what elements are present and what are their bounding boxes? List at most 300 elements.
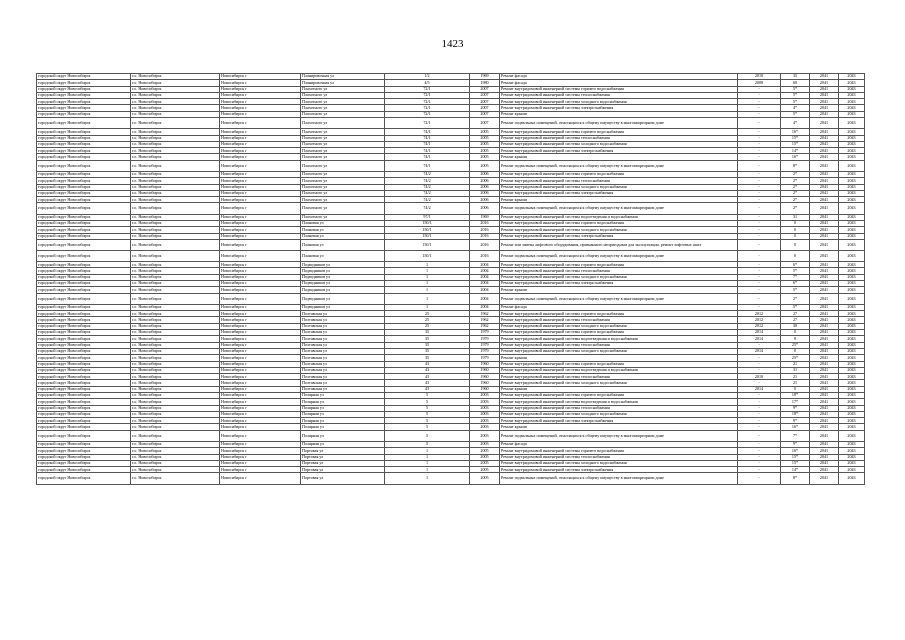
municipality-cell: городской округ Новосибирск xyxy=(37,323,131,329)
table-row xyxy=(37,430,865,441)
last-repair-year-cell: - xyxy=(738,250,781,261)
municipality-cell: городской округ Новосибирск xyxy=(37,250,131,261)
wear-percent-cell: 9* xyxy=(781,441,810,447)
street-cell: Плахотного ул xyxy=(301,148,385,154)
plan-start-cell: 2041 xyxy=(810,220,839,226)
plan-end-cell: 2043 xyxy=(839,361,865,367)
wear-percent-cell: 17* xyxy=(781,399,810,405)
municipality-cell: городской округ Новосибирск xyxy=(37,148,131,154)
work-type-cell: Ремонт внутридомовой инженерной системы горячего водоснабжения xyxy=(500,220,738,226)
last-repair-year-cell: - xyxy=(738,220,781,226)
street-cell: Подводников ул xyxy=(301,262,385,268)
street-cell: Плахотного ул xyxy=(301,86,385,92)
work-type-cell: Ремонт внутридомовой инженерной системы теплоснабжения xyxy=(500,92,738,98)
street-cell: Плахотного ул xyxy=(301,214,385,220)
municipality-cell: городской округ Новосибирск xyxy=(37,317,131,323)
district-cell: г.о. Новосибирск xyxy=(131,393,220,399)
year-built-cell: 2016 xyxy=(470,250,500,261)
plan-start-cell: 2041 xyxy=(810,342,839,348)
last-repair-year-cell: 2014 xyxy=(738,386,781,392)
city-cell: Новосибирск г xyxy=(220,311,301,317)
year-built-cell: 1979 xyxy=(470,348,500,354)
work-type-cell: Ремонт крыши xyxy=(500,154,738,160)
wear-percent-cell: 31 xyxy=(781,214,810,220)
plan-end-cell: 2043 xyxy=(839,374,865,380)
wear-percent-cell: 2* xyxy=(781,203,810,214)
wear-percent-cell: 21 xyxy=(781,374,810,380)
house-cell: 43 xyxy=(385,361,470,367)
plan-start-cell: 2041 xyxy=(810,203,839,214)
plan-start-cell: 2041 xyxy=(810,105,839,111)
district-cell: г.о. Новосибирск xyxy=(131,367,220,373)
city-cell: Новосибирск г xyxy=(220,454,301,460)
plan-start-cell: 2041 xyxy=(810,233,839,239)
city-cell: Новосибирск г xyxy=(220,203,301,214)
municipality-cell: городской округ Новосибирск xyxy=(37,129,131,135)
wear-percent-cell: 31 xyxy=(781,367,810,373)
plan-start-cell: 2041 xyxy=(810,135,839,141)
work-type-cell: Ремонт внутридомовой инженерной системы горячего водоснабжения xyxy=(500,129,738,135)
house-cell: 74/2 xyxy=(385,197,470,203)
work-type-cell: Ремонт внутридомовой инженерной системы горячего водоснабжения xyxy=(500,361,738,367)
year-built-cell: 2005 xyxy=(470,141,500,147)
house-cell: 35 xyxy=(385,348,470,354)
plan-end-cell: 2043 xyxy=(839,184,865,190)
municipality-cell: городской округ Новосибирск xyxy=(37,233,131,239)
year-built-cell: 1979 xyxy=(470,342,500,348)
municipality-cell: городской округ Новосибирск xyxy=(37,441,131,447)
wear-percent-cell: 7* xyxy=(781,430,810,441)
work-type-cell: Ремонт внутридомовой инженерной системы теплоснабжения xyxy=(500,342,738,348)
plan-end-cell: 2043 xyxy=(839,171,865,177)
year-built-cell: 1979 xyxy=(470,336,500,342)
plan-start-cell: 2041 xyxy=(810,148,839,154)
year-built-cell: 2016 xyxy=(470,220,500,226)
last-repair-year-cell: - xyxy=(738,227,781,233)
last-repair-year-cell: - xyxy=(738,405,781,411)
last-repair-year-cell: - xyxy=(738,467,781,473)
plan-end-cell: 2043 xyxy=(839,281,865,287)
year-built-cell: 2007 xyxy=(470,118,500,129)
plan-start-cell: 2041 xyxy=(810,367,839,373)
city-cell: Новосибирск г xyxy=(220,178,301,184)
municipality-cell: городской округ Новосибирск xyxy=(37,411,131,417)
last-repair-year-cell: - xyxy=(738,441,781,447)
house-cell: 74/1 xyxy=(385,148,470,154)
district-cell: г.о. Новосибирск xyxy=(131,473,220,484)
year-built-cell: 2016 xyxy=(470,233,500,239)
municipality-cell: городской округ Новосибирск xyxy=(37,274,131,280)
wear-percent-cell: 14* xyxy=(781,467,810,473)
plan-end-cell: 2043 xyxy=(839,141,865,147)
municipality-cell: городской округ Новосибирск xyxy=(37,262,131,268)
last-repair-year-cell: - xyxy=(738,184,781,190)
wear-percent-cell: 2* xyxy=(781,293,810,304)
year-built-cell: 1962 xyxy=(470,317,500,323)
wear-percent-cell: 2* xyxy=(781,171,810,177)
last-repair-year-cell: - xyxy=(738,448,781,454)
plan-end-cell: 2043 xyxy=(839,405,865,411)
district-cell: г.о. Новосибирск xyxy=(131,460,220,466)
city-cell: Новосибирск г xyxy=(220,361,301,367)
work-type-cell: Ремонт внутридомовой инженерной системы теплоснабжения xyxy=(500,178,738,184)
city-cell: Новосибирск г xyxy=(220,448,301,454)
city-cell: Новосибирск г xyxy=(220,105,301,111)
year-built-cell: 2004 xyxy=(470,304,500,310)
work-type-cell: Ремонт внутридомовой инженерной системы горячего водоснабжения xyxy=(500,448,738,454)
work-type-cell: Ремонт или замена лифтового оборудования, признанного непригодным для эксплуатации, ремонт лифтовых шахт xyxy=(500,239,738,250)
work-type-cell: Ремонт фасада xyxy=(500,74,738,80)
house-cell: 35 xyxy=(385,342,470,348)
house-cell: 1 xyxy=(385,448,470,454)
municipality-cell: городской округ Новосибирск xyxy=(37,178,131,184)
wear-percent-cell: 6* xyxy=(781,281,810,287)
district-cell: г.о. Новосибирск xyxy=(131,281,220,287)
plan-end-cell: 2043 xyxy=(839,448,865,454)
plan-start-cell: 2041 xyxy=(810,336,839,342)
plan-end-cell: 2043 xyxy=(839,220,865,226)
house-cell: 25 xyxy=(385,317,470,323)
house-cell: 35 xyxy=(385,336,470,342)
house-cell: 150/1 xyxy=(385,220,470,226)
work-type-cell: Ремонт подвальных помещений, относящихся к общему имуществу в многоквартирном доме xyxy=(500,250,738,261)
last-repair-year-cell: - xyxy=(738,214,781,220)
plan-start-cell: 2041 xyxy=(810,386,839,392)
street-cell: Подводников ул xyxy=(301,281,385,287)
city-cell: Новосибирск г xyxy=(220,293,301,304)
street-cell: Плахотного ул xyxy=(301,171,385,177)
city-cell: Новосибирск г xyxy=(220,111,301,117)
district-cell: г.о. Новосибирск xyxy=(131,86,220,92)
work-type-cell: Ремонт внутридомовой инженерной системы электроснабжения xyxy=(500,281,738,287)
work-type-cell: Ремонт внутридомовой инженерной системы водоотведения и водоснабжения xyxy=(500,367,738,373)
city-cell: Новосибирск г xyxy=(220,86,301,92)
municipality-cell: городской округ Новосибирск xyxy=(37,74,131,80)
last-repair-year-cell: - xyxy=(738,99,781,105)
municipality-cell: городской округ Новосибирск xyxy=(37,214,131,220)
plan-end-cell: 2043 xyxy=(839,135,865,141)
wear-percent-cell: 2* xyxy=(781,178,810,184)
work-type-cell: Ремонт внутридомовой инженерной системы горячего водоснабжения xyxy=(500,171,738,177)
last-repair-year-cell: 2014 xyxy=(738,330,781,336)
district-cell: г.о. Новосибирск xyxy=(131,118,220,129)
district-cell: г.о. Новосибирск xyxy=(131,148,220,154)
year-built-cell: 1979 xyxy=(470,330,500,336)
plan-end-cell: 2043 xyxy=(839,190,865,196)
last-repair-year-cell: - xyxy=(738,274,781,280)
work-type-cell: Ремонт внутридомовой инженерной системы горячего водоснабжения xyxy=(500,393,738,399)
municipality-cell: городской округ Новосибирск xyxy=(37,160,131,171)
plan-end-cell: 2043 xyxy=(839,430,865,441)
work-type-cell: Ремонт внутридомовой инженерной системы холодного водоснабжения xyxy=(500,348,738,354)
plan-start-cell: 2041 xyxy=(810,393,839,399)
year-built-cell: 2005 xyxy=(470,473,500,484)
city-cell: Новосибирск г xyxy=(220,233,301,239)
city-cell: Новосибирск г xyxy=(220,399,301,405)
house-cell: 74/2 xyxy=(385,190,470,196)
plan-end-cell: 2043 xyxy=(839,129,865,135)
plan-start-cell: 2041 xyxy=(810,374,839,380)
plan-start-cell: 2041 xyxy=(810,355,839,361)
wear-percent-cell: 4* xyxy=(781,105,810,111)
house-cell: 35 xyxy=(385,355,470,361)
municipality-cell: городской округ Новосибирск xyxy=(37,454,131,460)
plan-end-cell: 2043 xyxy=(839,160,865,171)
wear-percent-cell: 5* xyxy=(781,92,810,98)
house-cell: 5 xyxy=(385,405,470,411)
last-repair-year-cell: - xyxy=(738,135,781,141)
city-cell: Новосибирск г xyxy=(220,393,301,399)
city-cell: Новосибирск г xyxy=(220,330,301,336)
wear-percent-cell: 5* xyxy=(781,268,810,274)
street-cell: Подводников ул xyxy=(301,268,385,274)
district-cell: г.о. Новосибирск xyxy=(131,262,220,268)
year-built-cell: 1960 xyxy=(470,380,500,386)
work-type-cell: Ремонт внутридомовой инженерной системы холодного водоснабжения xyxy=(500,141,738,147)
city-cell: Новосибирск г xyxy=(220,118,301,129)
house-cell: 43 xyxy=(385,386,470,392)
wear-percent-cell: 8* xyxy=(781,160,810,171)
year-built-cell: 2016 xyxy=(470,227,500,233)
plan-start-cell: 2041 xyxy=(810,304,839,310)
street-cell: Планировочная ул xyxy=(301,74,385,80)
plan-end-cell: 2043 xyxy=(839,118,865,129)
plan-end-cell: 2043 xyxy=(839,367,865,373)
plan-start-cell: 2041 xyxy=(810,405,839,411)
city-cell: Новосибирск г xyxy=(220,430,301,441)
last-repair-year-cell: - xyxy=(738,203,781,214)
street-cell: Полярная ул xyxy=(301,399,385,405)
year-built-cell: 2005 xyxy=(470,148,500,154)
last-repair-year-cell: - xyxy=(738,92,781,98)
wear-percent-cell: 21 xyxy=(781,380,810,386)
house-cell: 1 xyxy=(385,262,470,268)
street-cell: Полтавская ул xyxy=(301,386,385,392)
district-cell: г.о. Новосибирск xyxy=(131,311,220,317)
year-built-cell: 1962 xyxy=(470,311,500,317)
last-repair-year-cell: - xyxy=(738,86,781,92)
plan-start-cell: 2041 xyxy=(810,311,839,317)
house-cell: 72/1 xyxy=(385,99,470,105)
plan-end-cell: 2043 xyxy=(839,441,865,447)
district-cell: г.о. Новосибирск xyxy=(131,355,220,361)
house-cell: 72/1 xyxy=(385,92,470,98)
district-cell: г.о. Новосибирск xyxy=(131,336,220,342)
district-cell: г.о. Новосибирск xyxy=(131,105,220,111)
work-type-cell: Ремонт внутридомовой инженерной системы теплоснабжения xyxy=(500,374,738,380)
municipality-cell: городской округ Новосибирск xyxy=(37,171,131,177)
city-cell: Новосибирск г xyxy=(220,441,301,447)
district-cell: г.о. Новосибирск xyxy=(131,141,220,147)
wear-percent-cell: 0 xyxy=(781,227,810,233)
city-cell: Новосибирск г xyxy=(220,467,301,473)
wear-percent-cell: 4* xyxy=(781,118,810,129)
district-cell: г.о. Новосибирск xyxy=(131,239,220,250)
wear-percent-cell: 15* xyxy=(781,135,810,141)
city-cell: Новосибирск г xyxy=(220,141,301,147)
year-built-cell: 2005 xyxy=(470,448,500,454)
year-built-cell: 2004 xyxy=(470,268,500,274)
street-cell: Полтавская ул xyxy=(301,317,385,323)
house-cell: 1 xyxy=(385,293,470,304)
street-cell: Плановая ул xyxy=(301,250,385,261)
last-repair-year-cell: - xyxy=(738,171,781,177)
last-repair-year-cell: - xyxy=(738,287,781,293)
work-type-cell: Ремонт внутридомовой инженерной системы холодного водоснабжения xyxy=(500,184,738,190)
district-cell: г.о. Новосибирск xyxy=(131,304,220,310)
work-type-cell: Ремонт внутридомовой инженерной системы электроснабжения xyxy=(500,190,738,196)
district-cell: г.о. Новосибирск xyxy=(131,448,220,454)
city-cell: Новосибирск г xyxy=(220,80,301,86)
district-cell: г.о. Новосибирск xyxy=(131,342,220,348)
district-cell: г.о. Новосибирск xyxy=(131,467,220,473)
district-cell: г.о. Новосибирск xyxy=(131,287,220,293)
last-repair-year-cell: - xyxy=(738,473,781,484)
plan-start-cell: 2041 xyxy=(810,287,839,293)
wear-percent-cell: 5* xyxy=(781,99,810,105)
city-cell: Новосибирск г xyxy=(220,92,301,98)
street-cell: Плахотного ул xyxy=(301,141,385,147)
year-built-cell: 2006 xyxy=(470,178,500,184)
municipality-cell: городской округ Новосибирск xyxy=(37,268,131,274)
last-repair-year-cell: 2014 xyxy=(738,348,781,354)
year-built-cell: 2003 xyxy=(470,430,500,441)
last-repair-year-cell: - xyxy=(738,141,781,147)
district-cell: г.о. Новосибирск xyxy=(131,178,220,184)
house-cell: 5 xyxy=(385,411,470,417)
plan-start-cell: 2041 xyxy=(810,197,839,203)
wear-percent-cell: 2* xyxy=(781,184,810,190)
wear-percent-cell: 0 xyxy=(781,386,810,392)
plan-end-cell: 2043 xyxy=(839,203,865,214)
table-row xyxy=(37,203,865,214)
house-cell: 74/1 xyxy=(385,135,470,141)
last-repair-year-cell: - xyxy=(738,411,781,417)
house-cell: 72/1 xyxy=(385,105,470,111)
house-cell: 150/1 xyxy=(385,227,470,233)
plan-end-cell: 2043 xyxy=(839,227,865,233)
year-built-cell: 2006 xyxy=(470,171,500,177)
year-built-cell: 1969 xyxy=(470,74,500,80)
district-cell: г.о. Новосибирск xyxy=(131,424,220,430)
district-cell: г.о. Новосибирск xyxy=(131,92,220,98)
wear-percent-cell: 14* xyxy=(781,148,810,154)
plan-start-cell: 2041 xyxy=(810,214,839,220)
house-cell: 4/5 xyxy=(385,80,470,86)
plan-start-cell: 2041 xyxy=(810,111,839,117)
city-cell: Новосибирск г xyxy=(220,129,301,135)
wear-percent-cell: 9* xyxy=(781,418,810,424)
city-cell: Новосибирск г xyxy=(220,367,301,373)
work-type-cell: Ремонт подвальных помещений, относящихся к общему имуществу в многоквартирном доме xyxy=(500,430,738,441)
year-built-cell: 2003 xyxy=(470,424,500,430)
house-cell: 72/1 xyxy=(385,86,470,92)
municipality-cell: городской округ Новосибирск xyxy=(37,361,131,367)
street-cell: Портовая ул xyxy=(301,473,385,484)
house-cell: 72/1 xyxy=(385,111,470,117)
district-cell: г.о. Новосибирск xyxy=(131,154,220,160)
house-cell: 150/1 xyxy=(385,239,470,250)
plan-start-cell: 2041 xyxy=(810,80,839,86)
plan-start-cell: 2041 xyxy=(810,118,839,129)
city-cell: Новосибирск г xyxy=(220,239,301,250)
plan-start-cell: 2041 xyxy=(810,99,839,105)
work-type-cell: Ремонт внутридомовой инженерной системы теплоснабжения xyxy=(500,317,738,323)
last-repair-year-cell: 2012 xyxy=(738,323,781,329)
plan-end-cell: 2043 xyxy=(839,197,865,203)
street-cell: Портовая ул xyxy=(301,467,385,473)
district-cell: г.о. Новосибирск xyxy=(131,190,220,196)
table-row xyxy=(37,118,865,129)
plan-end-cell: 2043 xyxy=(839,311,865,317)
plan-end-cell: 2043 xyxy=(839,424,865,430)
plan-start-cell: 2041 xyxy=(810,129,839,135)
plan-end-cell: 2043 xyxy=(839,111,865,117)
year-built-cell: 2005 xyxy=(470,467,500,473)
house-cell: 74/2 xyxy=(385,203,470,214)
year-built-cell: 1960 xyxy=(470,386,500,392)
plan-end-cell: 2043 xyxy=(839,99,865,105)
work-type-cell: Ремонт внутридомовой инженерной системы теплоснабжения xyxy=(500,454,738,460)
house-cell: 74/2 xyxy=(385,184,470,190)
year-built-cell: 2003 xyxy=(470,399,500,405)
wear-percent-cell: 2* xyxy=(781,190,810,196)
municipality-cell: городской округ Новосибирск xyxy=(37,348,131,354)
district-cell: г.о. Новосибирск xyxy=(131,268,220,274)
year-built-cell: 2003 xyxy=(470,393,500,399)
house-cell: 1/2 xyxy=(385,74,470,80)
work-type-cell: Ремонт внутридомовой инженерной системы горячего водоснабжения xyxy=(500,311,738,317)
last-repair-year-cell: - xyxy=(738,454,781,460)
last-repair-year-cell: - xyxy=(738,197,781,203)
house-cell: 43 xyxy=(385,380,470,386)
city-cell: Новосибирск г xyxy=(220,374,301,380)
house-cell: 5 xyxy=(385,393,470,399)
district-cell: г.о. Новосибирск xyxy=(131,214,220,220)
street-cell: Плахотного ул xyxy=(301,92,385,98)
street-cell: Полтавская ул xyxy=(301,367,385,373)
street-cell: Полярная ул xyxy=(301,411,385,417)
plan-end-cell: 2043 xyxy=(839,233,865,239)
street-cell: Полярная ул xyxy=(301,430,385,441)
table-body xyxy=(37,74,865,485)
last-repair-year-cell: 2008 xyxy=(738,80,781,86)
plan-end-cell: 2043 xyxy=(839,154,865,160)
last-repair-year-cell: - xyxy=(738,129,781,135)
plan-end-cell: 2043 xyxy=(839,92,865,98)
street-cell: Плановая ул xyxy=(301,233,385,239)
wear-percent-cell: 18* xyxy=(781,411,810,417)
city-cell: Новосибирск г xyxy=(220,336,301,342)
last-repair-year-cell: 2014 xyxy=(738,336,781,342)
work-type-cell: Ремонт внутридомовой инженерной системы холодного водоснабжения xyxy=(500,460,738,466)
plan-end-cell: 2043 xyxy=(839,454,865,460)
wear-percent-cell: 5* xyxy=(781,304,810,310)
house-cell: 1 xyxy=(385,460,470,466)
plan-end-cell: 2043 xyxy=(839,380,865,386)
plan-start-cell: 2041 xyxy=(810,184,839,190)
plan-end-cell: 2043 xyxy=(839,348,865,354)
work-type-cell: Ремонт фасада xyxy=(500,441,738,447)
plan-start-cell: 2041 xyxy=(810,424,839,430)
plan-end-cell: 2043 xyxy=(839,262,865,268)
wear-percent-cell: 15* xyxy=(781,454,810,460)
plan-start-cell: 2041 xyxy=(810,361,839,367)
house-cell: 25 xyxy=(385,323,470,329)
house-cell: 150/1 xyxy=(385,233,470,239)
wear-percent-cell: 5* xyxy=(781,111,810,117)
house-cell: 1 xyxy=(385,268,470,274)
